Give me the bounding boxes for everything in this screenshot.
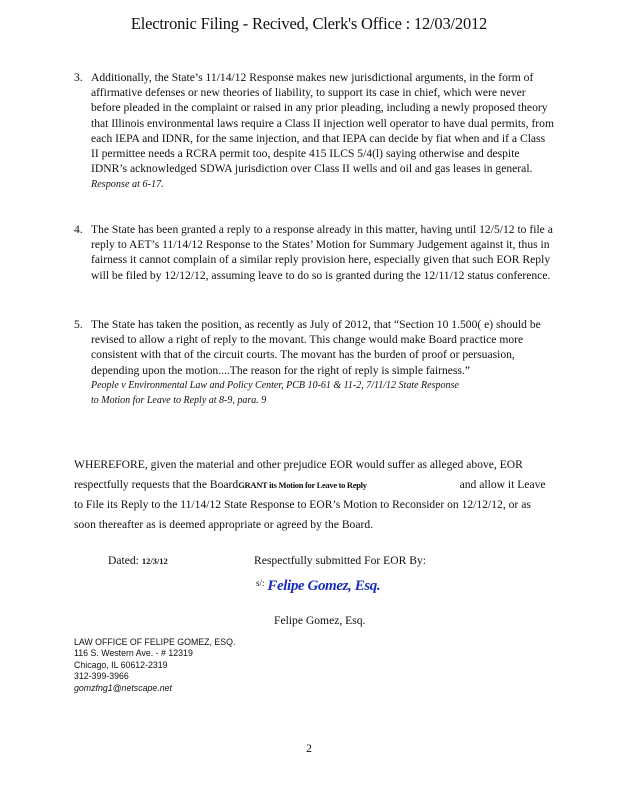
wherefore-paragraph [74,455,554,534]
citation: Response at 6-17. [91,179,164,191]
page-header: Electronic Filing - Recived, Clerk's Office : 12/03/2012 [130,14,488,33]
citation-line-2: to Motion for Leave to Reply at 8-9, para. 9 [91,394,267,406]
office-name: LAW OFFICE OF FELIPE GOMEZ, ESQ. [74,637,236,647]
paragraph-text: The State has taken the position, as recently as July of 2012, that “Section 10 1.500( e) should be revised to allow a right of reply to the movant. This change would make Board practice more consistent with that of the circuit courts. The movant has the burden of proof or persuasion, depending upon the motion....The reason for the right of reply is simple fairness.” [91,318,541,377]
paragraph-number: 5. [74,318,83,331]
citation-line-1: People v Environmental Law and Policy Center, PCB 10-61 & 11-2, 7/11/12 State Response [91,379,459,391]
office-email: gomzfng1@netscape.net [74,682,172,693]
wherefore-text-1: WHEREFORE, given the material and other prejudice EOR would suffer as alleged above, EOR respectfully requests that the Board [74,458,523,491]
paragraph-3 [74,70,554,193]
office-street: 116 S. Western Ave. - # 12319 [74,648,193,659]
signature-name: Felipe Gomez, Esq. [267,578,381,594]
paragraph-text: Additionally, the State’s 11/14/12 Response makes new jurisdictional arguments, in the form of affirmative defenses or new theories of liability, to support its case in chief, which were never before pleaded in the complaint or raised in any prior pleading, including a newly proposed theory that Illinois environmental laws require a Class II injection well operator to have dual permits, from each IEPA and IDNR, for the same injection, and that IEPA can decide by fiat when and if a Class II permittee needs a RCRA permit too, despite 415 ILCS 5/4(l) saying otherwise and despite IDNR’s acknowledged SDWA jurisdiction over Class II wells and oil and gas leases in general. [91,71,554,176]
dated-line [108,554,168,567]
paragraph-5 [74,317,554,408]
paragraph-number: 3. [74,71,83,84]
signature [256,578,380,595]
submitted-by: Respectfully submitted For EOR By: [254,554,426,567]
grant-text: GRANT its Motion for Leave to Reply [238,479,367,490]
paragraph-text: The State has been granted a reply to a response already in this matter, having until 12/5/12 to file a reply to AET’s 11/14/12 Response to the States’ Motion for Summary Judgement against it, thus in fairness it cannot complain of a similar reply provision here, especially given that such EOR Reply will be filed by 12/12/12, assuming leave to do so is granted during the 12/11/12 status conference. [91,223,553,282]
signature-prefix: s/: [256,578,265,588]
page-number: 2 [306,742,312,755]
paragraph-4 [74,222,554,283]
printed-name: Felipe Gomez, Esq. [274,614,366,627]
paragraph-number: 4. [74,223,83,236]
office-city: Chicago, IL 60612-2319 [74,659,168,670]
law-office-block [74,637,235,694]
dated-label: Dated: [108,554,139,567]
dated-value: 12/3/12 [141,556,168,566]
office-phone: 312-399-3966 [74,671,129,682]
wherefore-text-2: and allow it Leave to File its Reply to the 11/14/12 State Response to EOR’s Motion to Reconsider on 12/12/12, or as soon thereafter as is deemed appropriate or agreed by the Board. [74,477,546,531]
